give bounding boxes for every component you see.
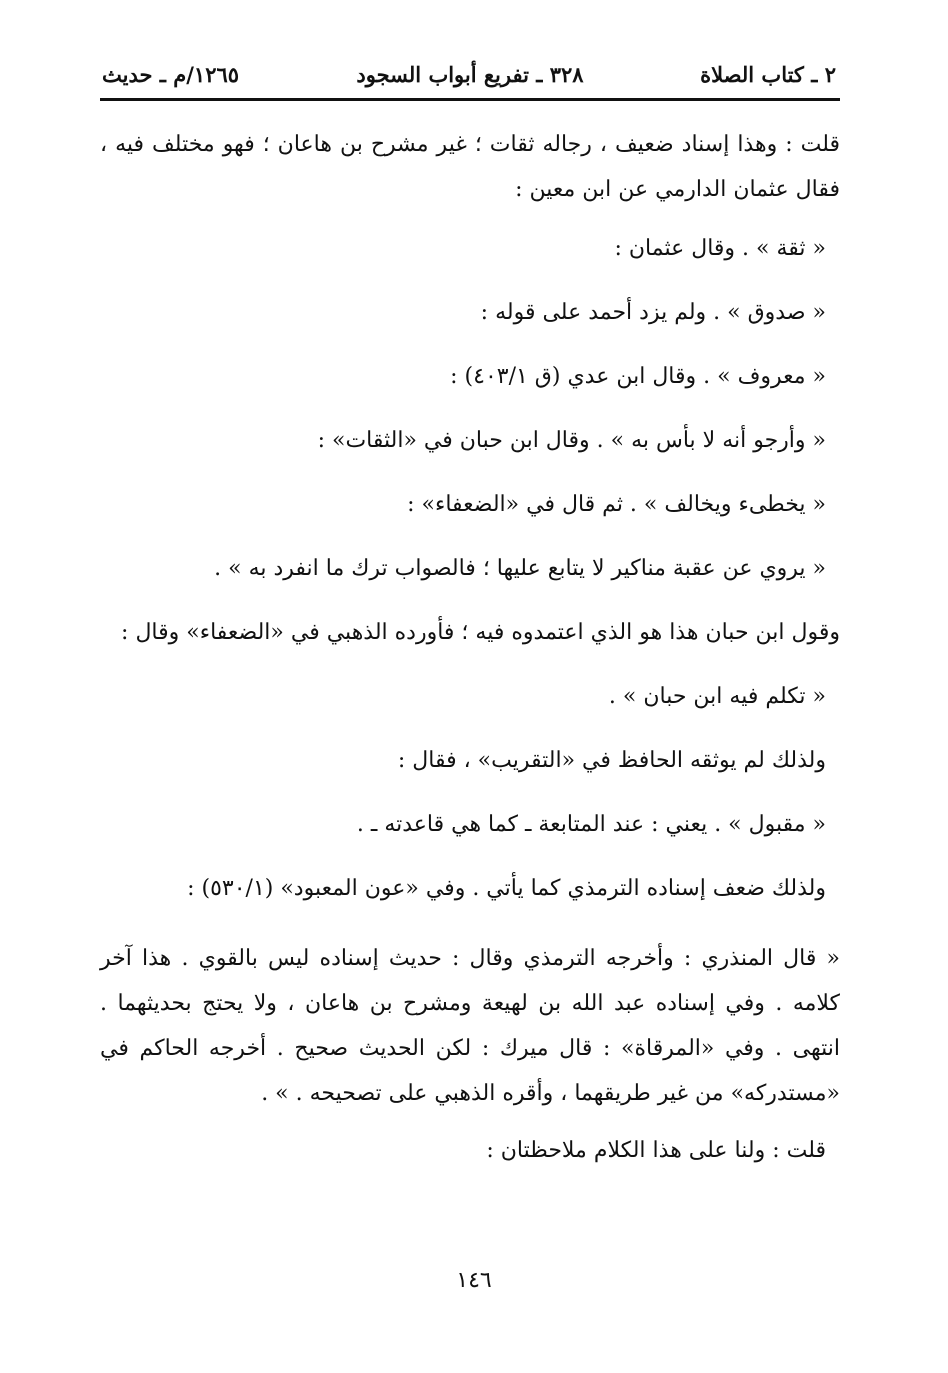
paragraph-2: « ثقة » . وقال عثمان : <box>614 236 826 261</box>
page-number: ١٤٦ <box>456 1268 492 1293</box>
paragraph-4: « معروف » . وقال ابن عدي (ق ٤٠٣/١) : <box>450 364 826 389</box>
paragraph-1: قلت : وهذا إسناد ضعيف ، رجاله ثقات ؛ غير مشرح بن هاعان ؛ فهو مختلف فيه ، فقال عثمان الدارمي عن ابن معين : <box>100 132 840 202</box>
paragraph-12: ولذلك ضعف إسناده الترمذي كما يأتي . وفي «عون المعبود» (٥٣٠/١) : <box>187 876 826 901</box>
header-hadith-number: ١٢٦٥/م ـ حديث <box>102 62 240 87</box>
paragraph-13: « قال المنذري : وأخرجه الترمذي وقال : حديث إسناده ليس بالقوي . هذا آخر كلامه . وفي إسناده عبد الله بن لهيعة ومشرح بن هاعان ، ولا يحتج بحديثهما . انتهى . وفي «المرقاة» : قال ميرك : لكن الحديث صحيح . أخرجه الحاكم في «مستدركه» من غير طريقهما ، وأقره الذهبي على تصحيحه . » . <box>100 946 840 1106</box>
running-header <box>100 56 840 96</box>
paragraph-6: « يخطىء ويخالف » . ثم قال في «الضعفاء» : <box>407 492 826 517</box>
paragraph-7: « يروي عن عقبة مناكير لا يتابع عليها ؛ فالصواب ترك ما انفرد به » . <box>214 556 826 581</box>
paragraph-14: قلت : ولنا على هذا الكلام ملاحظتان : <box>486 1138 826 1163</box>
header-divider <box>100 98 840 101</box>
header-chapter-title: ٣٢٨ ـ تفريع أبواب السجود <box>356 62 584 87</box>
paragraph-9: « تكلم فيه ابن حبان » . <box>608 684 826 709</box>
paragraph-8: وقول ابن حبان هذا هو الذي اعتمدوه فيه ؛ فأورده الذهبي في «الضعفاء» وقال : <box>121 620 840 645</box>
paragraph-11: « مقبول » . يعني : عند المتابعة ـ كما هي قاعدته ـ . <box>356 812 826 837</box>
paragraph-3: « صدوق » . ولم يزد أحمد على قوله : <box>480 300 826 325</box>
paragraph-10: ولذلك لم يوثقه الحافظ في «التقريب» ، فقال : <box>397 748 826 773</box>
header-book-title: ٢ ـ كتاب الصلاة <box>700 62 836 87</box>
paragraph-5: « وأرجو أنه لا بأس به » . وقال ابن حبان في «الثقات» : <box>317 428 826 453</box>
